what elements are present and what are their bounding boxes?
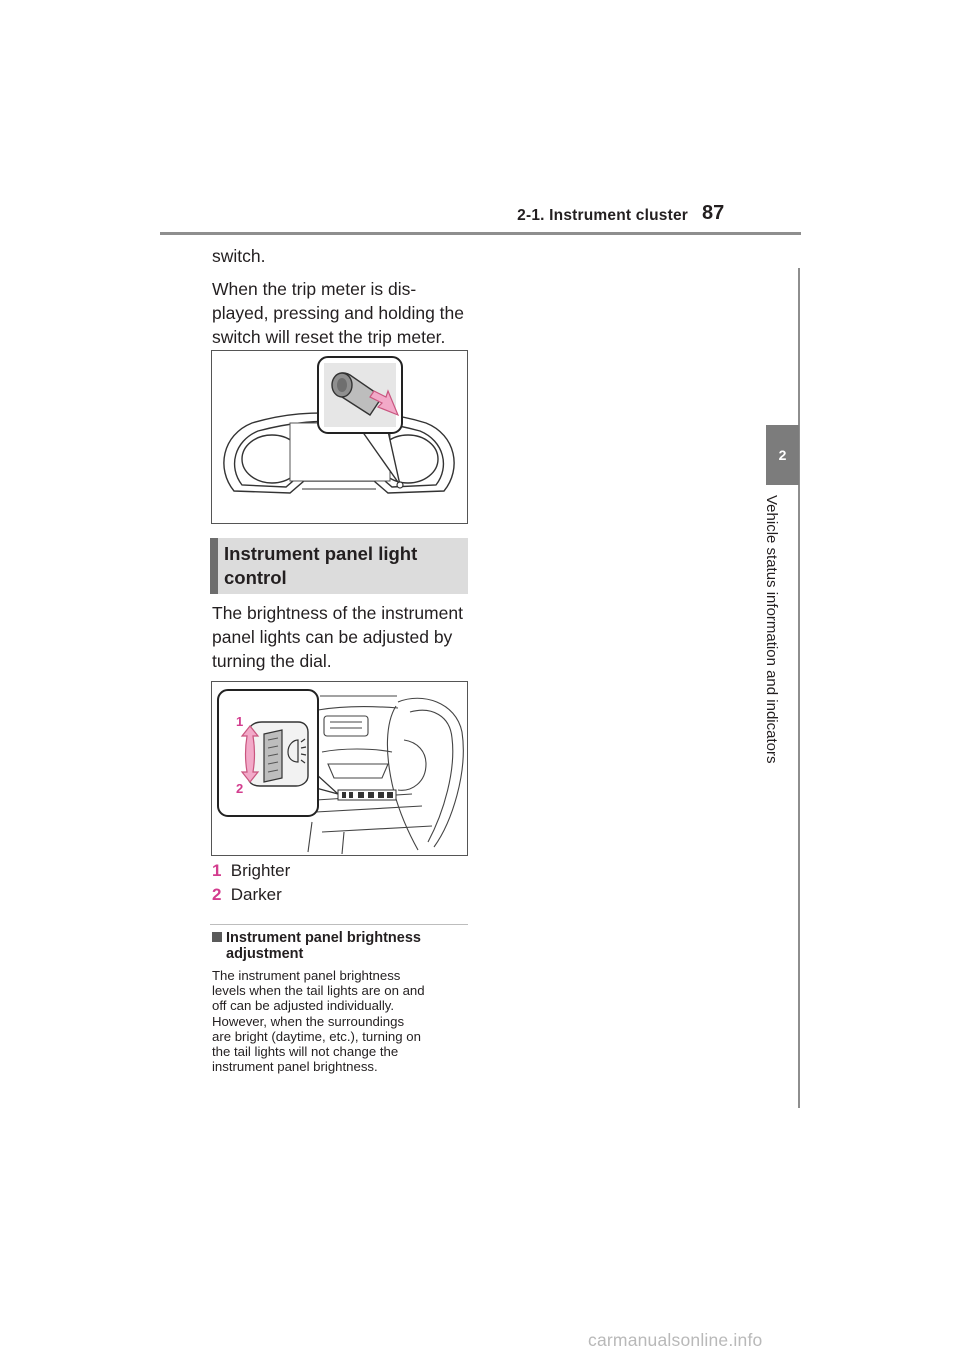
note-divider (210, 924, 468, 925)
side-tab-line (798, 268, 800, 1108)
meter-cluster-drawing (212, 351, 467, 523)
intro-line: When the trip meter is dis- (212, 279, 417, 299)
brighter-number-label: 1 (236, 714, 244, 729)
legend-label: Brighter (230, 861, 291, 880)
dashboard-dial-drawing (212, 682, 467, 855)
chapter-number: 2 (778, 447, 787, 463)
section-heading-bar (210, 538, 218, 594)
square-bullet-icon (212, 932, 222, 942)
header-rule (160, 232, 801, 235)
note-heading: Instrument panel brightness adjustment (212, 930, 468, 962)
section-paragraph (212, 601, 468, 673)
legend-item-brighter (212, 861, 290, 881)
intro-line: switch will reset the trip meter. (212, 327, 446, 347)
intro-line: switch. (212, 246, 266, 266)
chapter-number-tab (766, 425, 799, 485)
legend-number: 1 (212, 861, 222, 880)
section-heading-text: Instrument panel light control (224, 543, 418, 588)
intro-line: played, pressing and holding the (212, 303, 464, 323)
darker-number-label: 2 (236, 781, 244, 796)
header-section-title: 2-1. Instrument cluster (517, 207, 688, 224)
section-line: turning the dial. (212, 651, 332, 671)
intro-paragraph (212, 244, 468, 349)
section-heading (210, 538, 468, 594)
trip-switch-illustration (211, 350, 468, 524)
watermark: carmanualsonline.info (588, 1330, 763, 1350)
legend-item-darker (212, 885, 282, 905)
page-number: 87 (702, 202, 725, 224)
legend-label: Darker (230, 885, 282, 904)
note-body: The instrument panel brightness levels when the tail lights are on and off can be adjusted individually. However, when the surroundings are bright (daytime, etc.), turning on the tail lights will not change the instrument panel brightness. (212, 968, 425, 1075)
brightness-dial-illustration (211, 681, 468, 856)
dial-closeup (248, 722, 308, 786)
section-line: The brightness of the instrument (212, 603, 463, 623)
section-line: panel lights can be adjusted by (212, 627, 453, 647)
chapter-title: Vehicle status information and indicators (763, 495, 780, 764)
legend-number: 2 (212, 885, 222, 904)
